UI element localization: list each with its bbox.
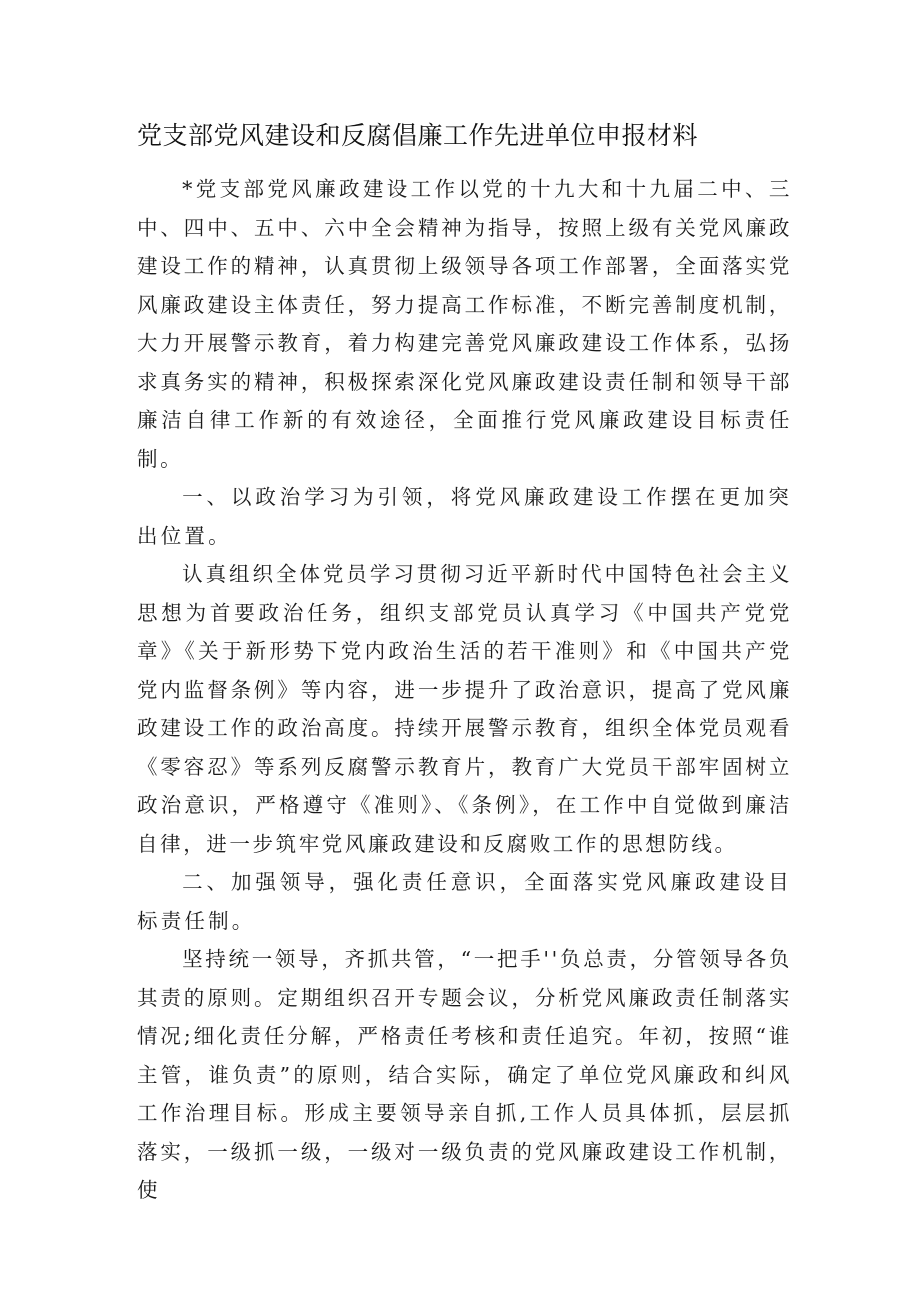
document-title: 党支部党风建设和反腐倡廉工作先进单位申报材料 [137,121,699,150]
document-body [137,170,792,1210]
section-2-paragraph: 坚持统一领导，齐抓共管，“一把手''负总责，分管领导各负其责的原则。定期组织召开专题会议，分析党风廉政责任制落实情况;细化责任分解，严格责任考核和责任追究。年初，按照“谁主管，谁负责”的原则，结合实际，确定了单位党风廉政和纠风工作治理目标。形成主要领导亲自抓,工作人员具体抓，层层抓落实，一级抓一级，一级对一级负责的党风廉政建设工作机制，使 [137,947,792,1202]
section-heading-1: 一、以政治学习为引领，将党风廉政建设工作摆在更加突出位置。 [137,485,792,548]
section-heading-2: 二、加强领导，强化责任意识，全面落实党风廉政建设目标责任制。 [137,870,792,933]
intro-paragraph: *党支部党风廉政建设工作以党的十九大和十九届二中、三中、四中、五中、六中全会精神为指导，按照上级有关党风廉政建设工作的精神，认真贯彻上级领导各项工作部署，全面落实党风廉政建设主体责任，努力提高工作标准，不断完善制度机制，大力开展警示教育，着力构建完善党风廉政建设工作体系，弘扬求真务实的精神，积极探索深化党风廉政建设责任制和领导干部廉洁自律工作新的有效途径，全面推行党风廉政建设目标责任制。 [137,177,792,471]
section-1-paragraph: 认真组织全体党员学习贯彻习近平新时代中国特色社会主义思想为首要政治任务，组织支部党员认真学习《中国共产党党章》《关于新形势下党内政治生活的若干准则》和《中国共产党党内监督条例》等内容，进一步提升了政治意识，提高了党风廉政建设工作的政治高度。持续开展警示教育，组织全体党员观看《零容忍》等系列反腐警示教育片，教育广大党员干部牢固树立政治意识，严格遵守《准则》、《条例》，在工作中自觉做到廉洁自律，进一步筑牢党风廉政建设和反腐败工作的思想防线。 [137,562,792,856]
